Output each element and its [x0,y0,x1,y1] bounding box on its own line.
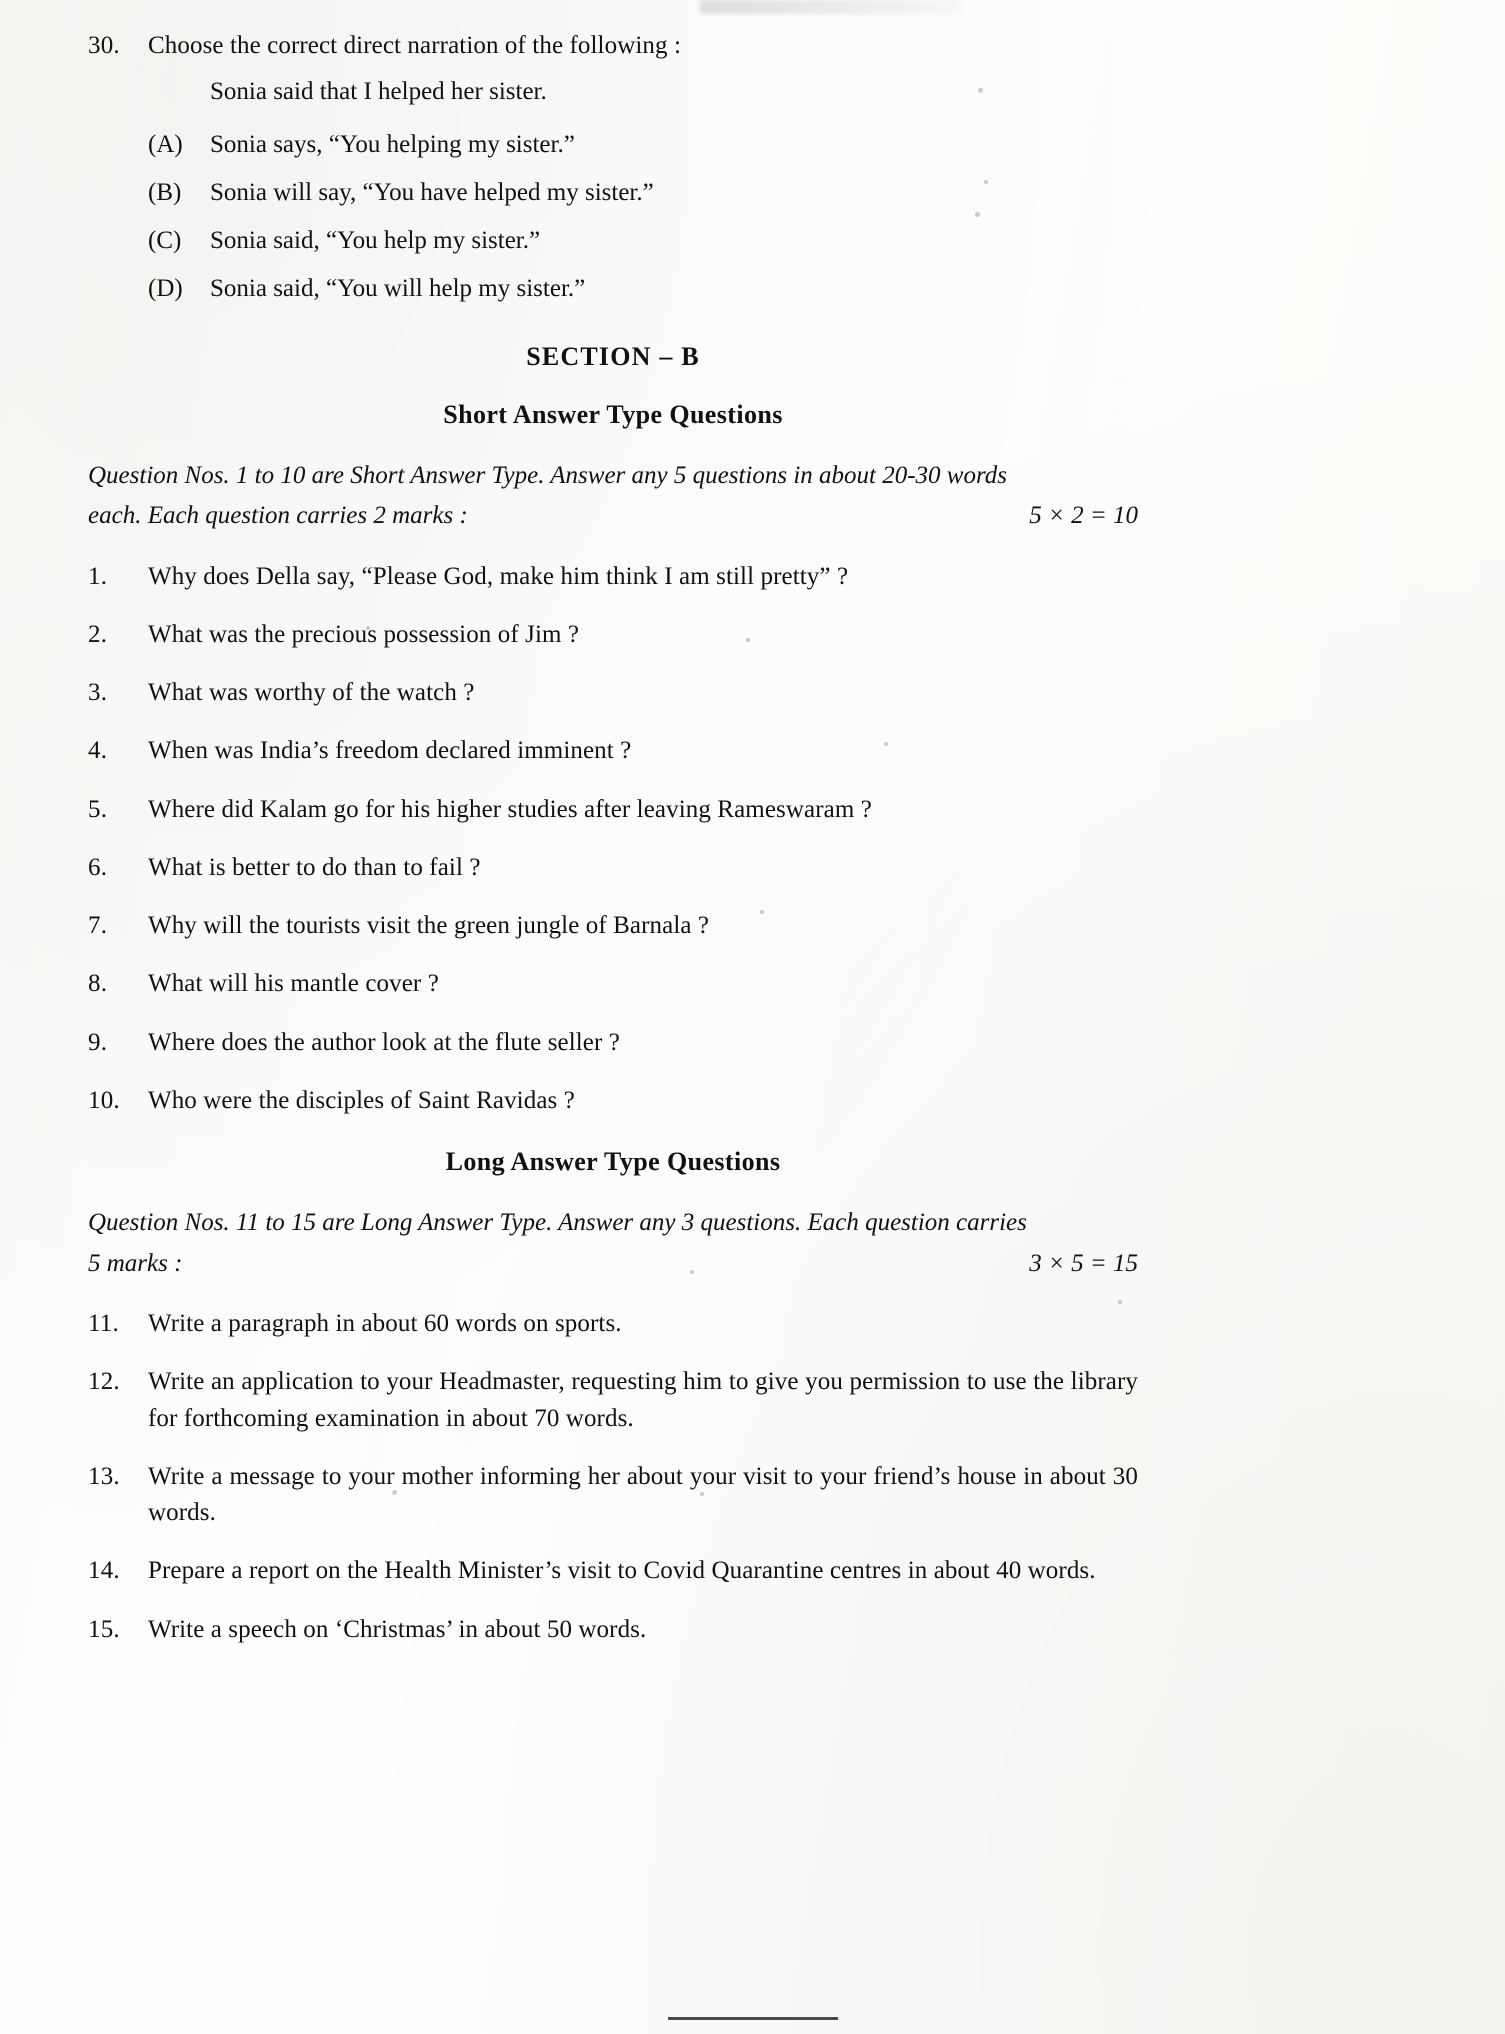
question-text: What was the precious possession of Jim ? [148,620,580,648]
question-text: Write a paragraph in about 60 words on sports. [148,1310,622,1337]
question-text: Who were the disciples of Saint Ravidas ? [148,1086,575,1114]
question-text: Prepare a report on the Health Minister’s visit to Covid Quarantine centres in about 40 words. [148,1557,1096,1585]
short-answer-marks: 5 × 2 = 10 [1029,502,1138,529]
question-text: What was worthy of the watch ? [148,679,475,706]
option-b-text: Sonia will say, “You have helped my sister.” [210,178,654,206]
long-answer-marks: 3 × 5 = 15 [1029,1249,1138,1277]
option-a-label: (A) [148,130,183,158]
question-30-quoted-sentence: Sonia said that I helped her sister. [210,78,547,106]
question-text: Where does the author look at the flute seller ? [148,1028,620,1056]
question-number: 1. [88,562,108,590]
question-text: What will his mantle cover ? [148,970,439,998]
section-heading: SECTION – B [526,341,700,371]
short-answer-instruction-line-2: each. Each question carries 2 marks : [88,502,468,529]
list-item [88,850,1138,886]
question-number: 9. [88,1028,108,1056]
short-answer-question-list [88,559,1138,1120]
list-item [88,908,1138,944]
long-answer-instruction-line-2: 5 marks : [88,1249,183,1277]
option-b-label: (B) [148,178,182,206]
list-item [88,1612,1138,1648]
question-number: 8. [88,970,108,998]
question-number: 6. [88,853,108,881]
question-number: 10. [88,1086,120,1114]
question-number: 7. [88,912,108,939]
long-answer-heading: Long Answer Type Questions [445,1147,781,1176]
short-answer-heading: Short Answer Type Questions [443,399,783,429]
question-text: Write an application to your Headmaster, requesting him to give you permission to use the library for forthcoming examination in about 70 words. [148,1368,1138,1432]
question-number: 2. [88,620,108,648]
option-a-text: Sonia says, “You helping my sister.” [210,130,575,158]
option-c-text: Sonia said, “You help my sister.” [210,227,541,254]
option-b[interactable] [148,175,1138,211]
list-item [88,675,1138,711]
long-answer-instruction [88,1203,1138,1284]
page-bottom-rule [668,2017,838,2020]
question-number: 3. [88,679,108,706]
question-number: 14. [88,1557,120,1585]
list-item [88,1025,1138,1061]
list-item [88,1553,1138,1589]
list-item [88,966,1138,1002]
question-30 [88,28,1138,64]
question-text: Where did Kalam go for his higher studies after leaving Rameswaram ? [148,795,872,823]
long-answer-question-list [88,1306,1138,1648]
question-text: Why will the tourists visit the green jungle of Barnala ? [148,912,710,939]
question-number: 13. [88,1462,120,1490]
question-number: 30. [88,32,120,59]
question-number: 12. [88,1368,120,1396]
list-item [88,1459,1138,1532]
list-item [88,1083,1138,1119]
question-number: 15. [88,1615,120,1643]
question-number: 4. [88,737,108,765]
question-number: 11. [88,1310,119,1337]
question-stem: Choose the correct direct narration of the following : [148,32,681,59]
question-text: Why does Della say, “Please God, make him think I am still pretty” ? [148,562,849,590]
long-answer-instruction-line-1: Question Nos. 11 to 15 are Long Answer Type. Answer any 3 questions. Each question carries [88,1209,1027,1236]
list-item [88,1306,1138,1342]
option-d-text: Sonia said, “You will help my sister.” [210,275,586,303]
question-number: 5. [88,795,108,823]
list-item [88,559,1138,595]
question-text: Write a speech on ‘Christmas’ in about 50 words. [148,1615,647,1643]
list-item [88,1364,1138,1437]
option-c-label: (C) [148,227,182,254]
question-text: What is better to do than to fail ? [148,853,481,881]
question-text: When was India’s freedom declared imminent ? [148,737,632,765]
option-d[interactable] [148,271,1138,307]
list-item [88,733,1138,769]
short-answer-instruction-line-1: Question Nos. 1 to 10 are Short Answer Type. Answer any 5 questions in about 20-30 words [88,461,1007,489]
option-c[interactable] [148,223,1138,259]
short-answer-instruction [88,456,1138,537]
option-a[interactable] [148,127,1138,163]
question-text: Write a message to your mother informing her about your visit to your friend’s house in about 30 words. [148,1462,1138,1526]
document-body [88,0,1138,1670]
option-d-label: (D) [148,275,183,303]
list-item [88,617,1138,653]
list-item [88,792,1138,828]
